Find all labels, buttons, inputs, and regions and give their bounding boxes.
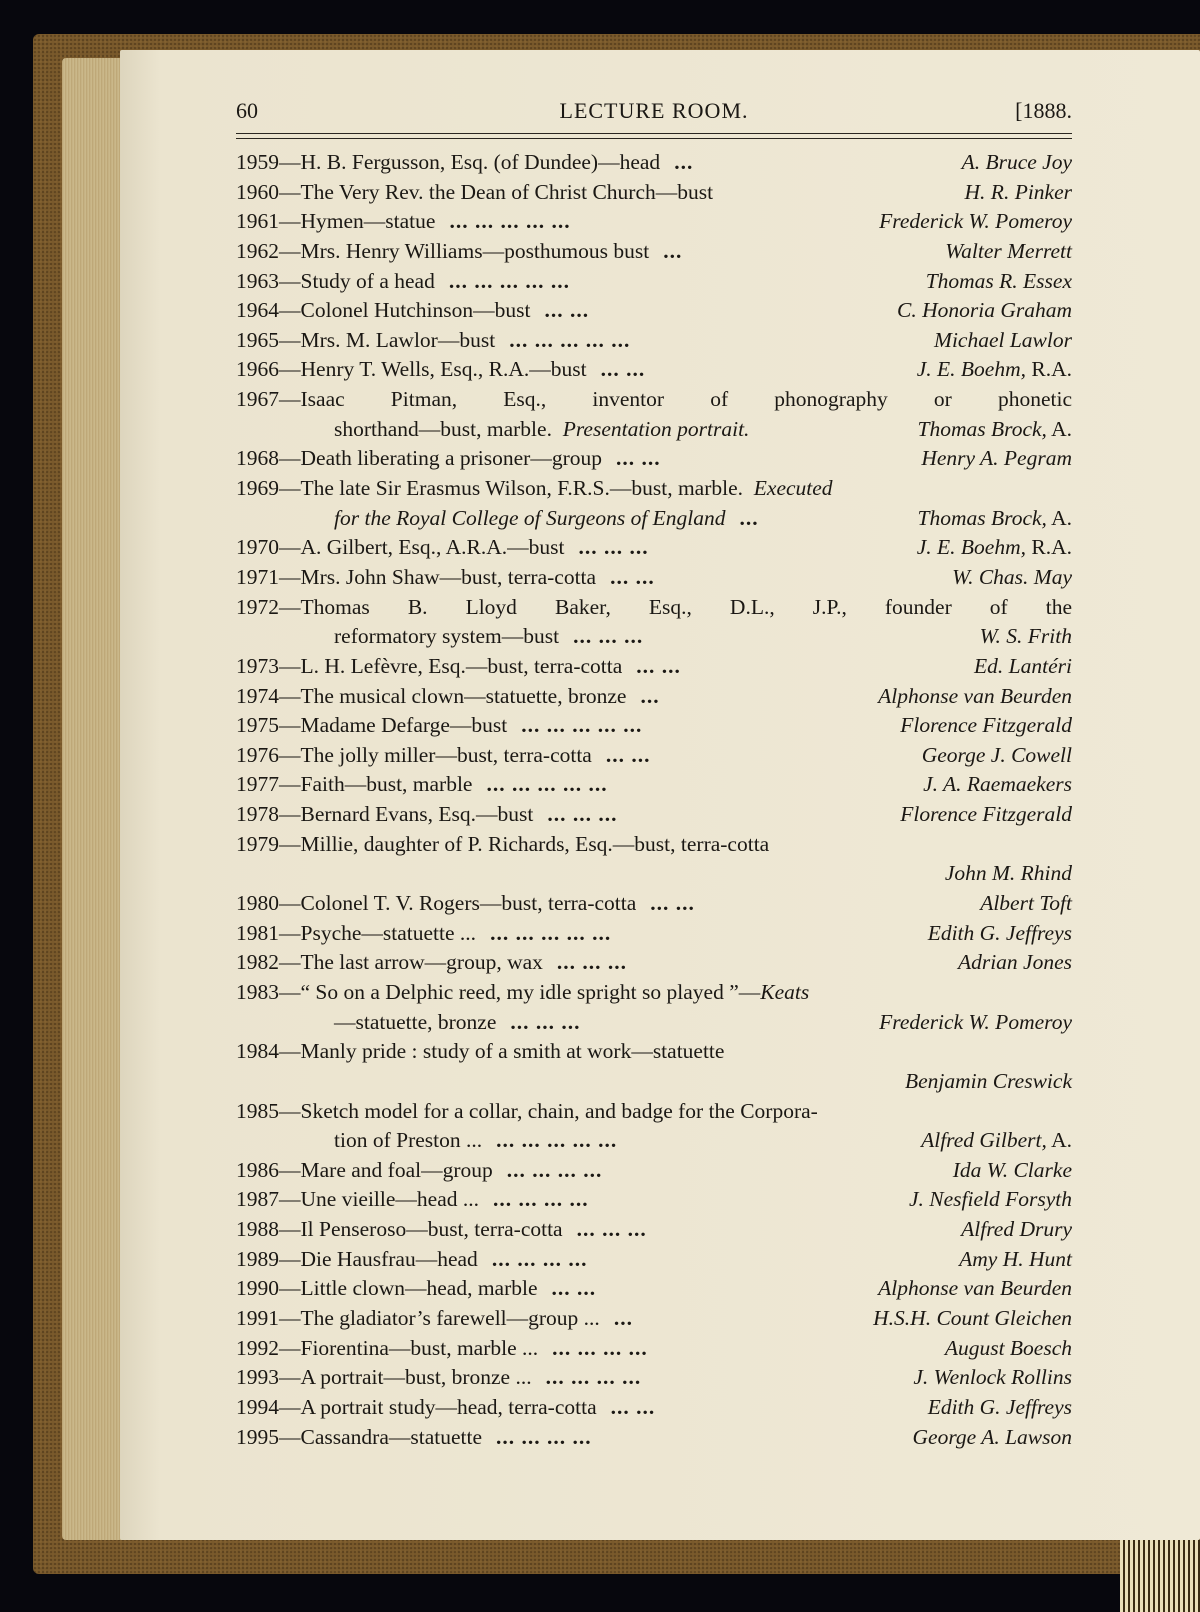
entry-text: 1984—Manly pride : study of a smith at work—statuette: [236, 1039, 725, 1064]
entry-1969-line2: [236, 504, 1072, 534]
leader-dots: ... ... ... ...: [506, 1157, 603, 1182]
entry-1965: [236, 326, 1072, 356]
leader-dots: ... ... ... ... ...: [486, 772, 608, 797]
entry-1973: [236, 652, 1072, 682]
entry-text: 1961—Hymen—statue: [236, 209, 436, 234]
leader-dots: ... ... ... ... ...: [509, 327, 631, 352]
leader-dots: ... ... ...: [510, 1009, 581, 1034]
artist-name: Ida W. Clarke: [952, 1157, 1072, 1182]
artist-name: Frederick W. Pomeroy: [879, 1009, 1072, 1034]
entry-note: Executed: [753, 476, 833, 501]
entry-1972-line2: [236, 622, 1072, 652]
artist-name: Edith G. Jeffreys: [927, 1394, 1072, 1419]
entry-text: shorthand—bust, marble.: [334, 416, 552, 441]
entry-1972-line1: [236, 593, 1072, 623]
entry-text: 1965—Mrs. M. Lawlor—bust: [236, 327, 496, 352]
artist-name: J. A. Raemaekers: [923, 772, 1072, 797]
leader-dots: ... ... ...: [576, 1217, 647, 1242]
entry-1979-line2: [236, 859, 1072, 889]
entry-note: for the Royal College of Surgeons of England: [334, 505, 726, 530]
entry-1992: [236, 1334, 1072, 1364]
leader-dots: ... ...: [544, 298, 590, 323]
artist-name: Alfred Gilbert,: [921, 1128, 1047, 1153]
leader-dots: ...: [739, 505, 759, 530]
entry-text: 1983—“ So on a Delphic reed, my idle spright so played ”—: [236, 979, 761, 1004]
entry-1991: [236, 1304, 1072, 1334]
leader-dots: ... ... ... ... ...: [496, 1128, 618, 1153]
entry-text: 1978—Bernard Evans, Esq.—bust: [236, 802, 534, 827]
entry-1994: [236, 1393, 1072, 1423]
artist-name: Florence Fitzgerald: [900, 802, 1072, 827]
entry-text: 1959—H. B. Fergusson, Esq. (of Dundee)—head: [236, 150, 661, 174]
entry-1981: [236, 919, 1072, 949]
artist-name: Henry A. Pegram: [921, 446, 1072, 471]
leader-dots: ... ... ... ...: [496, 1424, 592, 1449]
entry-1975: [236, 711, 1072, 741]
artist-name: Michael Lawlor: [934, 327, 1072, 352]
artist-name: A. Bruce Joy: [961, 150, 1072, 174]
header-rule-thin: [236, 138, 1072, 139]
entry-note: Presentation portrait.: [562, 416, 750, 441]
entry-1983-line1: [236, 978, 1072, 1008]
entry-text: 1991—The gladiator’s farewell—group ...: [236, 1305, 600, 1330]
entry-text: 1985—Sketch model for a collar, chain, and badge for the Corpora-: [236, 1098, 818, 1123]
entry-text: 1976—The jolly miller—bust, terra-cotta: [236, 742, 592, 767]
artist-name: J. Nesfield Forsyth: [908, 1187, 1072, 1212]
artist-name: H. R. Pinker: [964, 179, 1072, 204]
entry-text: 1972—Thomas B. Lloyd Baker, Esq., D.L., J.P., founder of the: [236, 594, 1072, 619]
entry-1988: [236, 1215, 1072, 1245]
running-head: [236, 98, 1072, 134]
entry-text: tion of Preston ...: [334, 1128, 483, 1153]
leader-dots: ...: [674, 150, 694, 174]
entry-1966: [236, 355, 1072, 385]
entry-1982: [236, 948, 1072, 978]
entry-text: 1993—A portrait—bust, bronze ...: [236, 1365, 532, 1390]
entry-1968: [236, 444, 1072, 474]
artist-suffix: A.: [1046, 416, 1072, 441]
entry-text: 1970—A. Gilbert, Esq., A.R.A.—bust: [236, 535, 565, 560]
leader-dots: ... ...: [551, 1276, 597, 1301]
artist-name: J. E. Boehm,: [916, 535, 1026, 560]
artist-name: Thomas R. Essex: [925, 268, 1072, 293]
leader-dots: ... ... ...: [578, 535, 649, 560]
artist-name: George A. Lawson: [912, 1424, 1072, 1449]
artist-name: H.S.H. Count Gleichen: [873, 1305, 1072, 1330]
artist-name: Adrian Jones: [957, 950, 1072, 975]
entry-1984-line2: [236, 1067, 1072, 1097]
artist-name: Ed. Lantéri: [974, 653, 1072, 678]
entry-text: 1973—L. H. Lefèvre, Esq.—bust, terra-cotta: [236, 653, 623, 678]
entry-text: 1980—Colonel T. V. Rogers—bust, terra-cotta: [236, 891, 637, 916]
artist-name: Thomas Brock,: [917, 416, 1047, 441]
entry-1989: [236, 1245, 1072, 1275]
leader-dots: ... ... ... ... ...: [490, 920, 612, 945]
entry-1971: [236, 563, 1072, 593]
artist-name: Thomas Brock,: [917, 505, 1047, 530]
leader-dots: ... ... ... ...: [545, 1365, 642, 1390]
entry-text: 1968—Death liberating a prisoner—group: [236, 446, 603, 471]
artist-name: Alphonse van Beurden: [878, 683, 1072, 708]
leader-dots: ... ...: [605, 742, 651, 767]
artist-name: J. E. Boehm,: [916, 357, 1026, 382]
leader-dots: ... ... ...: [556, 950, 628, 975]
leader-dots: ... ... ...: [547, 802, 618, 827]
page-year: [1888.: [1015, 98, 1072, 123]
catalogue-entries: [236, 148, 1072, 1452]
entry-1967-line2: [236, 415, 1072, 445]
artist-name: W. Chas. May: [952, 564, 1072, 589]
entry-1974: [236, 682, 1072, 712]
leader-dots: ... ...: [610, 564, 655, 589]
entry-1986: [236, 1156, 1072, 1186]
leader-dots: ... ... ...: [573, 624, 644, 649]
entry-note: Keats: [760, 979, 810, 1004]
entry-text: 1962—Mrs. Henry Williams—posthumous bust: [236, 238, 650, 263]
entry-1962: [236, 237, 1072, 267]
artist-name: W. S. Frith: [979, 624, 1072, 649]
artist-name: Alfred Drury: [961, 1217, 1072, 1242]
artist-name: J. Wenlock Rollins: [913, 1365, 1072, 1390]
leader-dots: ... ... ... ...: [491, 1246, 588, 1271]
entry-text: 1986—Mare and foal—group: [236, 1157, 493, 1182]
page-edges-tail: [1120, 1540, 1200, 1612]
artist-suffix: R.A.: [1026, 535, 1072, 560]
artist-name: Walter Merrett: [945, 238, 1072, 263]
entry-1987: [236, 1185, 1072, 1215]
entry-text: 1979—Millie, daughter of P. Richards, Esq.—bust, terra-cotta: [236, 831, 770, 856]
artist-suffix: A.: [1046, 1128, 1072, 1153]
entry-text: 1967—Isaac Pitman, Esq., inventor of phonography or phonetic: [236, 387, 1072, 412]
leader-dots: ... ...: [600, 357, 646, 382]
leader-dots: ... ... ... ... ...: [449, 209, 571, 234]
leader-dots: ... ... ... ...: [552, 1335, 648, 1360]
leader-dots: ... ...: [636, 653, 681, 678]
artist-name: Benjamin Creswick: [905, 1068, 1072, 1093]
leader-dots: ... ...: [616, 446, 661, 471]
artist-name: C. Honoria Graham: [896, 298, 1072, 323]
entry-1960: [236, 178, 1072, 208]
leader-dots: ...: [663, 238, 683, 263]
entry-text: 1969—The late Sir Erasmus Wilson, F.R.S.—bust, marble.: [236, 476, 744, 501]
artist-name: Albert Toft: [980, 891, 1072, 916]
entry-text: 1988—Il Penseroso—bust, terra-cotta: [236, 1217, 563, 1242]
entry-text: 1994—A portrait study—head, terra-cotta: [236, 1394, 597, 1419]
entry-1980: [236, 889, 1072, 919]
leader-dots: ... ...: [650, 891, 695, 916]
artist-name: August Boesch: [944, 1335, 1072, 1360]
entry-1984-line1: [236, 1037, 1072, 1067]
header-rule: [236, 133, 1072, 134]
entry-text: 1995—Cassandra—statuette: [236, 1424, 483, 1449]
entry-text: 1982—The last arrow—group, wax: [236, 950, 543, 975]
artist-name: Amy H. Hunt: [959, 1246, 1072, 1271]
leader-dots: ...: [613, 1305, 633, 1330]
artist-name: Edith G. Jeffreys: [927, 920, 1072, 945]
entry-1961: [236, 207, 1072, 237]
entry-1964: [236, 296, 1072, 326]
entry-text: reformatory system—bust: [334, 624, 560, 649]
entry-text: 1990—Little clown—head, marble: [236, 1276, 538, 1301]
entry-1977: [236, 770, 1072, 800]
entry-1983-line2: [236, 1008, 1072, 1038]
artist-suffix: R.A.: [1026, 357, 1072, 382]
entry-text: 1971—Mrs. John Shaw—bust, terra-cotta: [236, 564, 597, 589]
entry-1969-line1: [236, 474, 1072, 504]
entry-1985-line1: [236, 1097, 1072, 1127]
artist-name: Florence Fitzgerald: [900, 713, 1072, 738]
entry-text: 1981—Psyche—statuette ...: [236, 920, 477, 945]
entry-text: 1966—Henry T. Wells, Esq., R.A.—bust: [236, 357, 587, 382]
entry-text: 1963—Study of a head: [236, 268, 435, 293]
page-title: LECTURE ROOM.: [559, 98, 749, 123]
artist-name: Frederick W. Pomeroy: [879, 209, 1072, 234]
entry-1995: [236, 1423, 1072, 1453]
entry-text: 1989—Die Hausfrau—head: [236, 1246, 478, 1271]
entry-1990: [236, 1274, 1072, 1304]
leader-dots: ... ... ... ... ...: [521, 713, 643, 738]
entry-1959: [236, 148, 1072, 178]
entry-1985-line2: [236, 1126, 1072, 1156]
entry-text: 1974—The musical clown—statuette, bronze: [236, 683, 627, 708]
entry-text: 1964—Colonel Hutchinson—bust: [236, 298, 531, 323]
leader-dots: ... ... ... ...: [493, 1187, 589, 1212]
entry-1993: [236, 1363, 1072, 1393]
entry-1979-line1: [236, 830, 1072, 860]
artist-suffix: A.: [1046, 505, 1072, 530]
leader-dots: ...: [640, 683, 660, 708]
artist-name: George J. Cowell: [921, 742, 1072, 767]
entry-text: 1977—Faith—bust, marble: [236, 772, 473, 797]
entry-text: 1960—The Very Rev. the Dean of Christ Church—bust: [236, 179, 714, 204]
artist-name: Alphonse van Beurden: [878, 1276, 1072, 1301]
entry-1967-line1: [236, 385, 1072, 415]
leader-dots: ... ...: [610, 1394, 656, 1419]
entry-text: 1975—Madame Defarge—bust: [236, 713, 508, 738]
entry-1976: [236, 741, 1072, 771]
entry-1970: [236, 533, 1072, 563]
entry-1978: [236, 800, 1072, 830]
entry-text: 1987—Une vieille—head ...: [236, 1187, 480, 1212]
artist-name: John M. Rhind: [944, 861, 1072, 886]
page-number: 60: [236, 98, 258, 123]
entry-text: 1992—Fiorentina—bust, marble ...: [236, 1335, 539, 1360]
entry-1963: [236, 267, 1072, 297]
entry-text: —statuette, bronze: [334, 1009, 497, 1034]
leader-dots: ... ... ... ... ...: [448, 268, 570, 293]
